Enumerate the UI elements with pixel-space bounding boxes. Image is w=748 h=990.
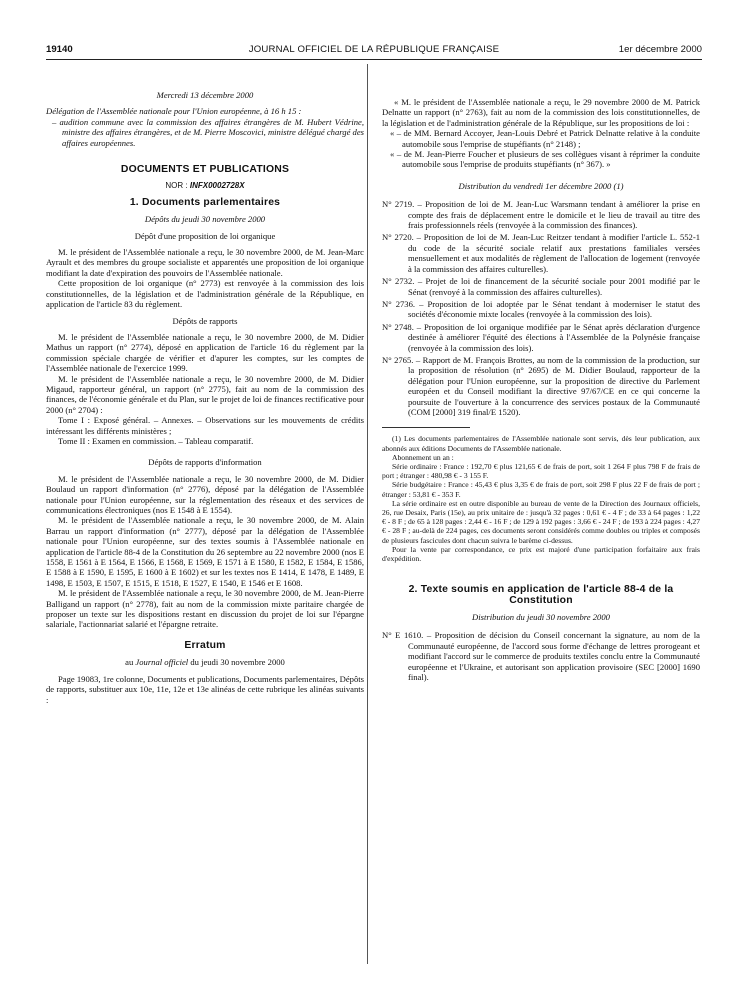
s1-sub3: Dépôts de rapports d'information [148,457,262,468]
issue-date: 1er décembre 2000 [618,44,702,55]
s1-p1: M. le président de l'Assemblée nationale a reçu, le 30 novembre 2000, de M. Jean-Marc Ayrault et des membres du groupe socialiste et apparentés une proposition de loi organique modifiant la date d'expiration des pouvoirs de l'Assemblée nationale. [46,247,364,278]
footnote-rule [382,427,470,428]
erratum-subtitle [46,657,364,667]
column-separator [367,64,368,964]
footnote-p4: Série budgétaire : France : 45,43 € plus 3,35 € de frais de port, soit 298 F plus 22 F de frais de port ; étranger : 53,81 € - 353 F. [382,480,700,499]
footnote-p1: (1) Les documents parlementaires de l'Assemblée nationale sont servis, dès leur publication, aux abonnés aux éditions Documents de l'Assemblée nationale. [382,434,700,453]
erratum-sub-prefix: au [125,657,136,668]
footnote-p6: Pour la vente par correspondance, ce prix est majoré d'une participation forfaitaire aux frais d'expédition. [382,544,700,564]
footnote [382,434,700,563]
s1-title: 1. Documents parlementaires [129,196,281,208]
erratum-paragraph: Page 19083, 1re colonne, Documents et publications, Documents parlementaires, Dépôts de rapports, substituer aux 10e, 11e, 12e et 13e alinéas de cette rubrique les alinéas suivants : [46,673,364,705]
quote-1: « M. le président de l'Assemblée nationale a reçu, le 29 novembre 2000 de M. Patrick Delnatte un rapport (n° 2763), fait au nom de la commission des lois constitutionnelles, de la législation et de l'administration générale de la République, sur les propositions de loi : [382,97,700,128]
s1-p2: Cette proposition de loi organique (n° 2773) est renvoyée à la commission des lois constitutionnelles, de la législation et de l'administration générale de la République, en application de l'article 83 du règlement. [46,278,364,310]
s2-title: 2. Texte soumis en application de l'article 88-4 de la Constitution [408,584,674,606]
nor-code: INFX0002728X [189,181,245,191]
left-column [46,90,364,705]
quote-2: « – de MM. Bernard Accoyer, Jean-Louis Debré et Patrick Delnatte relative à la conduite automobile sous l'emprise de stupéfiants (n° 2148) ; [390,128,700,149]
document-item: N° 2736. – Proposition de loi adoptée par le Sénat tendant à moderniser le statut des sociétés d'économie mixte locales (renvoyée à la commission des lois). [382,298,700,320]
document-item: N° 2765. – Rapport de M. François Brottes, au nom de la commission de la production, sur la proposition de résolution (n° 2695) de M. Didier Boulaud, rapporteur de la délégation pour l'Union européenne, sur la proposition de directive du Parlement européen et du Conseil modifiant la directive 97/67/CE en ce qui concerne la poursuite de l'ouverture à la concurrence des services postaux de la Communauté (COM [2000] 319 final/E 1520). [382,354,700,417]
s1-p5: M. le président de l'Assemblée nationale a reçu, le 30 novembre 2000, de M. Didier Boulaud un rapport d'information (n° 2776), déposé par la délégation de l'Assemblée nationale pour l'Union européenne, sur la réglementation des réseaux et des services de communications électroniques (nos E 1548 à E 1554). [46,473,364,515]
s1-p7: M. le président de l'Assemblée nationale a reçu, le 30 novembre 2000, de M. Jean-Pierre Balligand un rapport (n° 2778), fait au nom de la commission mixte paritaire chargée de proposer un texte sur les dispositions restant en discussion du projet de loi sur l'épargne salariale, l'actionnariat salarié et l'épargne retraite. [46,588,364,630]
meeting-item: – audition commune avec la commission des affaires étrangères de M. Hubert Védrine, ministre des affaires étrangères, et de M. Pierre Moscovici, ministre délégué chargé des affaires européennes. [52,116,364,148]
document-item: N° 2732. – Projet de loi de financement de la sécurité sociale pour 2001 modifié par le Sénat (renvoyé à la commission des affaires culturelles). [382,276,700,297]
s1-p3: M. le président de l'Assemblée nationale a reçu, le 30 novembre 2000, de M. Didier Mathus un rapport (n° 2774), déposé en application de l'article 16 du règlement par la commission spéciale chargée de vérifier et d'apurer les comptes, sur les comptes de l'Assemblée nationale de l'exercice 1999. [46,331,364,374]
document-item: N° 2720. – Proposition de loi de M. Jean-Luc Reitzer tendant à modifier l'article L. 552-1 du code de la sécurité sociale relatif aux prestations familiales versées mensuellement et aux modalités de règlement de l'allocation de logement (renvoyée à la commission des affaires culturelles). [382,232,700,274]
document-item: N° 2719. – Proposition de loi de M. Jean-Luc Warsmann tendant à améliorer la prise en compte des frais de déplacement entre le domicile et le lieu de travail au titre des frais professionnels réels (renvoyée à la commission des finances). [382,199,700,231]
right-column [382,97,700,682]
s2-date: Distribution du jeudi 30 novembre 2000 [472,612,610,623]
distribution-date: Distribution du vendredi 1er décembre 2000 (1) [458,180,624,191]
s1-p4: M. le président de l'Assemblée nationale a reçu, le 30 novembre 2000, de M. Didier Migaud, rapporteur général, un rapport (n° 2775), fait au nom de la commission des finances, de l'économie générale et du Plan, sur le projet de loi de finances rectificative pour 2000 (n° 2704) : [46,373,364,415]
section-title: DOCUMENTS ET PUBLICATIONS [120,164,290,176]
s1-depots-date: Dépôts du jeudi 30 novembre 2000 [144,214,266,225]
erratum-sub-suffix: du jeudi 30 novembre 2000 [188,657,285,668]
page-header [46,44,702,58]
erratum-sub-italic: Journal officiel [135,657,189,668]
journal-title: JOURNAL OFFICIEL DE LA RÉPUBLIQUE FRANÇAISE [248,44,500,55]
meeting-date: Mercredi 13 décembre 2000 [156,90,254,100]
document-item: N° 2748. – Proposition de loi organique modifiée par le Sénat après déclaration d'urgence destinée à améliorer l'équité des élections à l'Assemblée de la Polynésie française (renvoyée à la commission des lois). [382,321,700,353]
s1-p6: M. le président de l'Assemblée nationale a reçu, le 30 novembre 2000, de M. Alain Barrau un rapport d'information (n° 2777), déposé par la délégation de l'Assemblée nationale pour l'Union européenne, sur des textes soumis à l'Assemblée nationale en application de l'article 88-4 de la Constitution du 26 septembre au 22 novembre 2000 (nos E 1558, E 1561 à E 1564, E 1566, E 1568, E 1569, E 1571 à E 1580, E 1582, E 1584, E 1586, E 1588 à E 1590, E 1595, E 1600 à E 1602) et sur les textes nos E 1414, E 1478, E 1489, E 1498, E 1503, E 1507, E 1515, E 1518, E 1527, E 1540, E 1546 et E 1608. [46,515,364,588]
s1-sub2: Dépôts de rapports [172,315,238,326]
s1-tome2: Tome II : Examen en commission. – Tableau comparatif. [58,435,254,446]
s1-tome1: Tome I : Exposé général. – Annexes. – Observations sur les mouvements de crédits intéressant les différents ministères ; [46,415,364,436]
footnote-p5: La série ordinaire est en outre disponible au bureau de vente de la Direction des Journaux officiels, 26, rue Desaix, Paris (15e), au prix unitaire de : jusqu'à 32 pages : 0,61 € - 4 F ; de 33 à 64 pages : 1,22 € - 8 F ; de 65 à 128 pages : 2,44 € - 16 F ; de 129 à 192 pages : 3,66 € - 24 F ; de 193 à 224 pages : 4,27 € - 28 F ; au-delà de 224 pages, ces documents seront considérés comme doubles ou triples et composés de plusieurs fascicules dont chacun suivra le barème ci-dessus. [382,498,700,545]
s1-sub1: Dépôt d'une proposition de loi organique [134,230,276,241]
s2-item: N° E 1610. – Proposition de décision du Conseil concernant la signature, au nom de la Communauté européenne, de l'accord sous forme d'échange de lettres prorogeant et modifiant l'accord sur le commerce de produits textiles conclu entre la Communauté européenne et l'Ukraine, et autorisant son application provisoire (SEC [2000] 1690 final). [382,630,700,683]
footnote-p3: Série ordinaire : France : 192,70 € plus 121,65 € de frais de port, soit 1 264 F plus 798 F de frais de port ; étranger : 480,98 € - 3 155 F. [382,461,700,481]
footnote-p2: Abonnement un an : [392,452,454,462]
meeting-delegation: Délégation de l'Assemblée nationale pour l'Union européenne, à 16 h 15 : [46,106,302,117]
page-number: 19140 [46,44,73,55]
quote-3: « – de M. Jean-Pierre Foucher et plusieurs de ses collègues visant à réprimer la conduite automobile sous l'emprise de produits stupéfiants (n° 367). » [390,149,700,170]
erratum-title: Erratum [184,639,226,651]
nor-label: NOR : [165,181,188,191]
nor-line [46,181,364,191]
header-rule [46,59,702,60]
